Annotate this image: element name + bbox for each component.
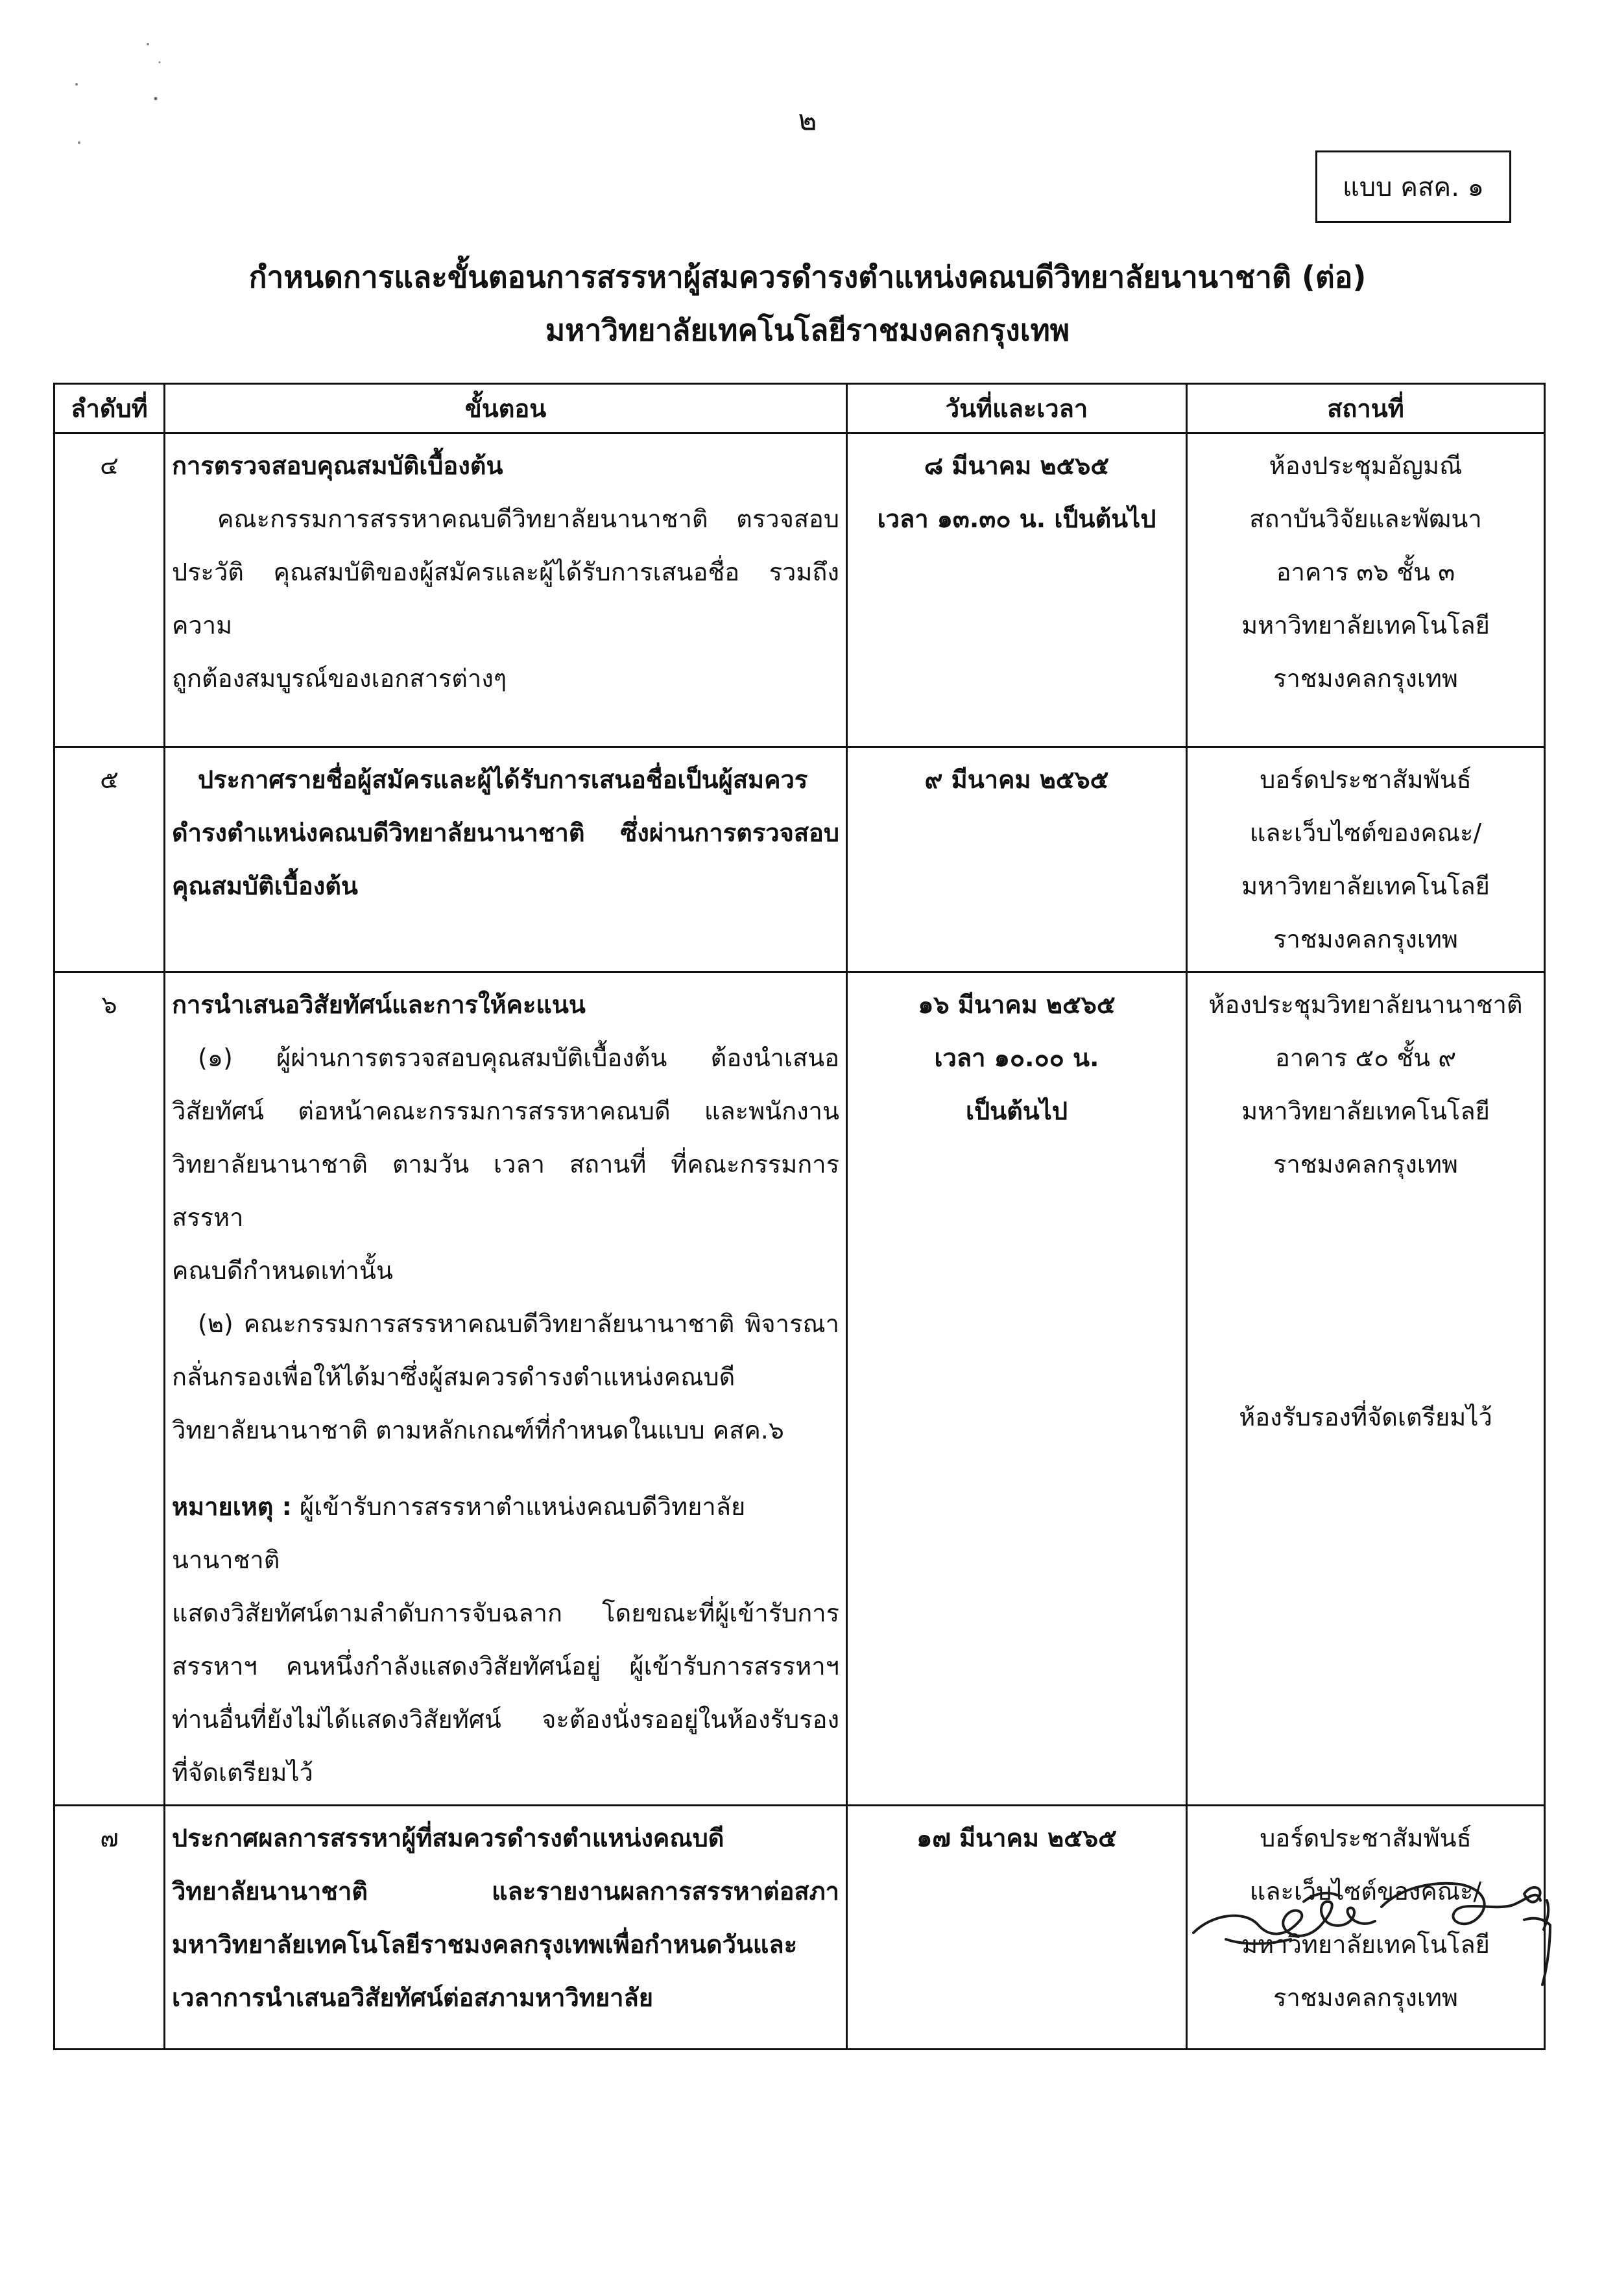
place-line: ราชมงคลกรุงเทพ	[1273, 1983, 1458, 2012]
step-cell	[165, 747, 847, 972]
place-cell	[1187, 747, 1545, 972]
date-cell	[847, 1806, 1187, 2050]
page-number: ๒	[798, 104, 817, 137]
step-line: เวลาการนำเสนอวิสัยทัศน์ต่อสภามหาวิทยาลัย	[172, 1983, 654, 2012]
place-line: ห้องประชุมอัญมณี	[1269, 451, 1463, 480]
step-line: กลั่นกรองเพื่อให้ได้มาซึ่งผู้สมควรดำรงตำแหน่งคณบดี	[172, 1363, 736, 1391]
date-line: เวลา ๑๓.๓๐ น. เป็นต้นไป	[877, 505, 1156, 533]
date-line: ๑๖ มีนาคม ๒๕๖๕	[918, 990, 1116, 1019]
table-row	[54, 972, 1545, 1806]
place-line: มหาวิทยาลัยเทคโนโลยี	[1241, 611, 1490, 640]
step-line: วิทยาลัยนานาชาติ ตามวัน เวลา สถานที่ ที่คณะกรรมการสรรหา	[172, 1150, 839, 1232]
title-line-1: กำหนดการและขั้นตอนการสรรหาผู้สมควรดำรงตำแหน่งคณบดีวิทยาลัยนานาชาติ (ต่อ)	[248, 259, 1367, 294]
schedule-table	[53, 383, 1546, 2050]
step-line: ดำรงตำแหน่งคณบดีวิทยาลัยนานาชาติ ซึ่งผ่านการตรวจสอบ	[172, 819, 839, 847]
place-note: ห้องรับรองที่จัดเตรียมไว้	[1239, 1403, 1492, 1431]
place-line: และเว็บไซต์ของคณะ/	[1249, 1877, 1482, 1906]
date-line: ๑๗ มีนาคม ๒๕๖๕	[916, 1824, 1117, 1852]
date-cell	[847, 972, 1187, 1806]
step-line: ประกาศผลการสรรหาผู้ที่สมควรดำรงตำแหน่งคณบดี	[172, 1824, 724, 1852]
step-title: การตรวจสอบคุณสมบัติเบื้องต้น	[172, 451, 503, 480]
step-line: (๑) ผู้ผ่านการตรวจสอบคุณสมบัติเบื้องต้น ต้องนำเสนอ	[198, 1044, 839, 1072]
date-cell	[847, 747, 1187, 972]
step-line: วิทยาลัยนานาชาติ และรายงานผลการสรรหาต่อสภา	[172, 1877, 839, 1906]
step-line: คุณสมบัติเบื้องต้น	[172, 872, 358, 900]
place-line: สถาบันวิจัยและพัฒนา	[1249, 505, 1482, 533]
place-line: ห้องประชุมวิทยาลัยนานาชาติ	[1208, 990, 1523, 1019]
step-cell	[165, 1806, 847, 2050]
step-line: คณบดีกำหนดเท่านั้น	[172, 1256, 393, 1285]
header-date: วันที่และเวลา	[847, 384, 1187, 433]
place-cell	[1187, 433, 1545, 747]
table-row	[54, 747, 1545, 972]
note-line: สรรหาฯ คนหนึ่งกำลังแสดงวิสัยทัศน์อยู่ ผู้เข้ารับการสรรหาฯ	[172, 1652, 839, 1680]
handwritten-signature	[1187, 1848, 1576, 1998]
note-line: ท่านอื่นที่ยังไม่ได้แสดงวิสัยทัศน์ จะต้องนั่งรออยู่ในห้องรับรอง	[172, 1705, 839, 1734]
note-text: ผู้เข้ารับการสรรหาตำแหน่งคณบดีวิทยาลัยนานาชาติ	[172, 1492, 746, 1574]
date-line: ๙ มีนาคม ๒๕๖๕	[924, 765, 1109, 794]
date-cell	[847, 433, 1187, 747]
place-line: และเว็บไซต์ของคณะ/	[1249, 819, 1482, 847]
table-header-row	[54, 384, 1545, 433]
step-line: ถูกต้องสมบูรณ์ของเอกสารต่างๆ	[172, 664, 507, 693]
row-number: ๗	[54, 1806, 165, 2050]
step-line: (๒) คณะกรรมการสรรหาคณบดีวิทยาลัยนานาชาติ พิจารณา	[198, 1309, 839, 1338]
date-line: เป็นต้นไป	[966, 1097, 1068, 1125]
step-line: ประกาศรายชื่อผู้สมัครและผู้ได้รับการเสนอชื่อเป็นผู้สมควร	[198, 765, 808, 794]
row-number: ๖	[54, 972, 165, 1806]
place-line: มหาวิทยาลัยเทคโนโลยี	[1241, 872, 1490, 900]
row-number: ๔	[54, 433, 165, 747]
step-line: วิสัยทัศน์ ต่อหน้าคณะกรรมการสรรหาคณบดี และพนักงาน	[172, 1097, 839, 1125]
place-line: มหาวิทยาลัยเทคโนโลยี	[1241, 1930, 1490, 1959]
form-code-box: แบบ คสค. ๑	[1315, 150, 1511, 223]
header-place: สถานที่	[1187, 384, 1545, 433]
step-title: การนำเสนอวิสัยทัศน์และการให้คะแนน	[172, 990, 586, 1019]
note-line: แสดงวิสัยทัศน์ตามลำดับการจับฉลาก โดยขณะที่ผู้เข้ารับการ	[172, 1599, 839, 1627]
place-line: บอร์ดประชาสัมพันธ์	[1260, 765, 1472, 794]
date-line: ๘ มีนาคม ๒๕๖๕	[924, 451, 1110, 480]
step-line: มหาวิทยาลัยเทคโนโลยีราชมงคลกรุงเทพเพื่อกำหนดวันและ	[172, 1930, 798, 1959]
step-line: ประวัติ คุณสมบัติของผู้สมัครและผู้ได้รับการเสนอชื่อ รวมถึงความ	[172, 558, 839, 640]
step-cell	[165, 972, 847, 1806]
step-line: วิทยาลัยนานาชาติ ตามหลักเกณฑ์ที่กำหนดในแบบ คสค.๖	[172, 1416, 784, 1444]
title-line-2: มหาวิทยาลัยเทคโนโลยีราชมงคลกรุงเทพ	[545, 313, 1070, 348]
place-line: มหาวิทยาลัยเทคโนโลยี	[1241, 1097, 1490, 1125]
place-cell	[1187, 972, 1545, 1806]
place-line: ราชมงคลกรุงเทพ	[1273, 664, 1458, 693]
table-row	[54, 433, 1545, 747]
step-cell	[165, 433, 847, 747]
header-step: ขั้นตอน	[165, 384, 847, 433]
place-line: อาคาร ๕๐ ชั้น ๙	[1274, 1044, 1457, 1072]
header-no: ลำดับที่	[54, 384, 165, 433]
row-number: ๕	[54, 747, 165, 972]
date-line: เวลา ๑๐.๐๐ น.	[934, 1044, 1099, 1072]
document-title	[0, 250, 1615, 357]
step-line: คณะกรรมการสรรหาคณบดีวิทยาลัยนานาชาติ ตรวจสอบ	[217, 505, 839, 533]
note-label: หมายเหตุ :	[172, 1492, 292, 1521]
place-line: อาคาร ๓๖ ชั้น ๓	[1276, 558, 1455, 586]
note-line	[172, 1480, 839, 1586]
place-line: ราชมงคลกรุงเทพ	[1273, 1150, 1458, 1178]
place-line: บอร์ดประชาสัมพันธ์	[1260, 1824, 1472, 1852]
note-line: ที่จัดเตรียมไว้	[172, 1758, 313, 1787]
place-line: ราชมงคลกรุงเทพ	[1273, 925, 1458, 953]
